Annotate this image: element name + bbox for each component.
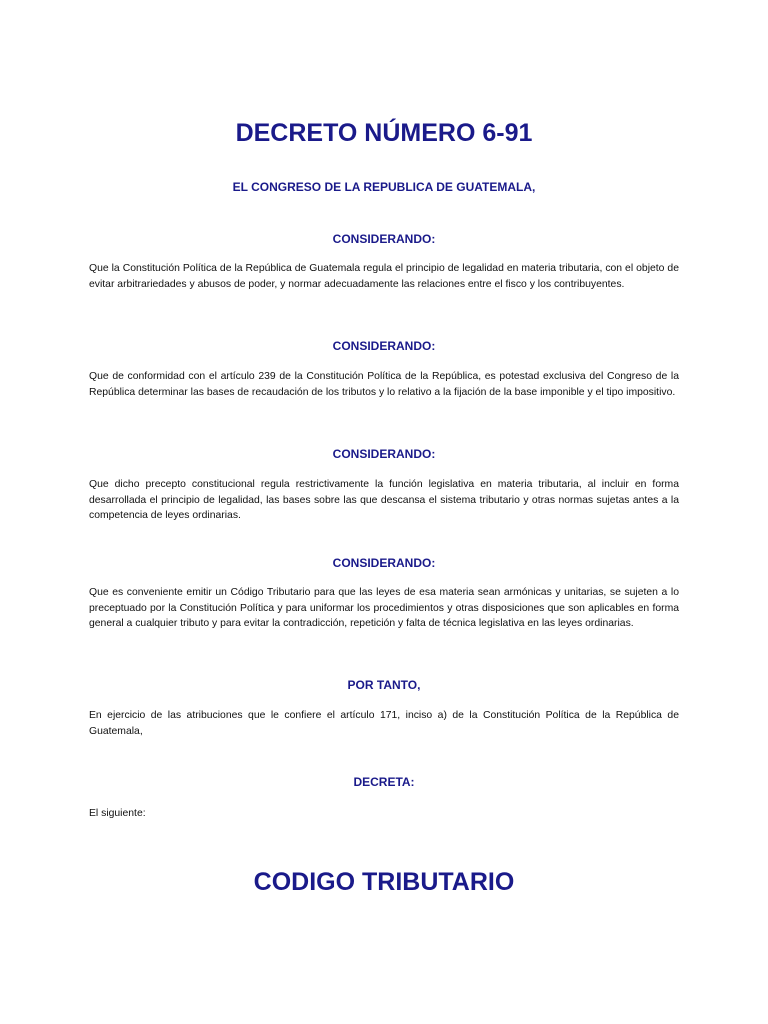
section-heading-considerando-1: CONSIDERANDO: <box>332 232 436 246</box>
section-text-decreta: El siguiente: <box>89 808 146 819</box>
section-heading-por-tanto: POR TANTO, <box>347 678 421 692</box>
section-heading-decreta: DECRETA: <box>353 775 415 789</box>
section-heading-considerando-4: CONSIDERANDO: <box>332 556 436 570</box>
code-title: CODIGO TRIBUTARIO <box>253 868 515 896</box>
issuer-line: EL CONGRESO DE LA REPUBLICA DE GUATEMALA, <box>232 180 536 194</box>
section-text-considerando-1: Que la Constitución Política de la República de Guatemala regula el principio de legalidad en materia tributaria, con el objeto de evitar arbitrariedades y abusos de poder, y normar adecuadamente las relaciones entre el fisco y los contribuyentes. <box>89 263 679 290</box>
decree-title: DECRETO NÚMERO 6-91 <box>235 119 533 147</box>
section-heading-considerando-2: CONSIDERANDO: <box>332 339 436 353</box>
section-text-considerando-3: Que dicho precepto constitucional regula restrictivamente la función legislativa en materia tributaria, al incluir en forma desarrollada el principio de legalidad, las bases sobre las que descansa el sistema tributario y otras normas sujetas antes a la competencia de leyes ordinarias. <box>89 479 679 521</box>
section-text-considerando-4: Que es conveniente emitir un Código Tributario para que las leyes de esa materia sean armónicas y unitarias, se sujeten a lo preceptuado por la Constitución Política y para uniformar los procedimientos y otras disposiciones que son aplicables en forma general a cualquier tributo y para evitar la contradicción, repetición y falta de técnica legislativa en las leyes ordinarias. <box>89 587 679 629</box>
section-text-considerando-2: Que de conformidad con el artículo 239 de la Constitución Política de la República, es potestad exclusiva del Congreso de la República determinar las bases de recaudación de los tributos y lo relativo a la fijación de la base imponible y el tipo impositivo. <box>89 371 679 398</box>
section-text-por-tanto: En ejercicio de las atribuciones que le confiere el artículo 171, inciso a) de la Constitución Política de la República de Guatemala, <box>89 710 679 737</box>
section-heading-considerando-3: CONSIDERANDO: <box>332 447 436 461</box>
